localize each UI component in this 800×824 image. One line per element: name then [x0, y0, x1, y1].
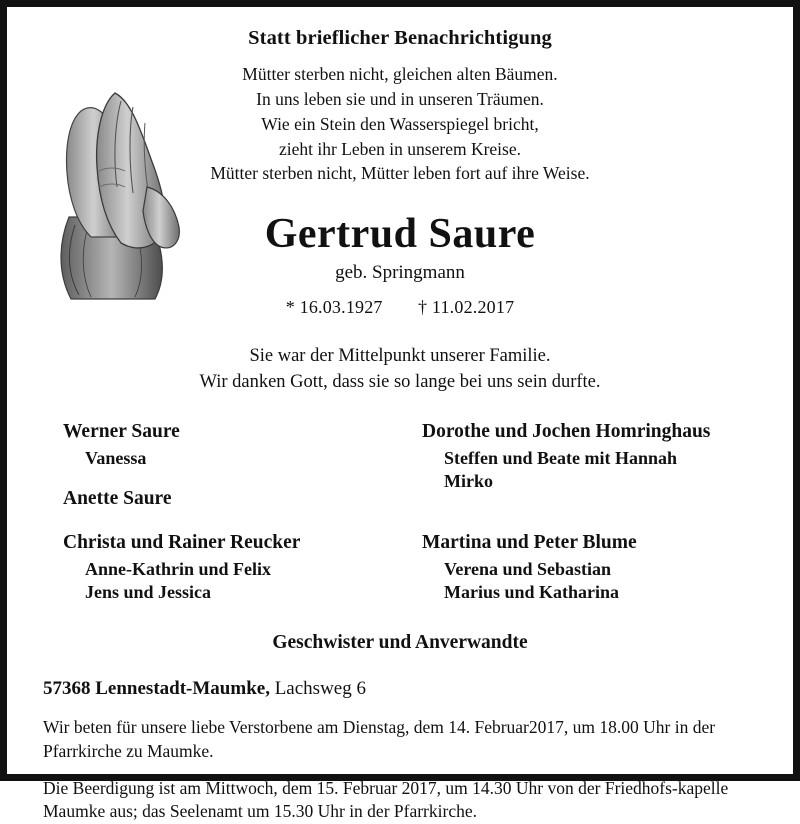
family-member: Mirko [444, 471, 493, 492]
family-column-right [400, 532, 775, 604]
address-line [25, 678, 775, 700]
poem-line: In uns leben sie und in unseren Träumen. [256, 88, 544, 109]
service-note: Die Beerdigung ist am Mittwoch, dem 15. Februar 2017, um 14.30 Uhr von der Friedhofs-kapelle Maumke aus; das Seelenamt um 15.30 Uhr in der Pfarrkirche. [43, 777, 729, 822]
birth-date: * 16.03.1927 [285, 297, 383, 318]
family-column-left [25, 532, 400, 604]
family-name: Werner Saure [63, 421, 180, 443]
family-column-left [25, 421, 400, 514]
notice-headline: Statt brieflicher Benachrichtigung [248, 27, 552, 49]
family-member: Jens und Jessica [85, 582, 212, 603]
family-member: Steffen und Beate mit Hannah [444, 448, 678, 469]
poem-line: zieht ihr Leben in unserem Kreise. [279, 138, 521, 159]
family-name: Anette Saure [63, 488, 172, 510]
tribute [25, 344, 775, 395]
deceased-name: Gertrud Saure [264, 211, 536, 258]
siblings-line: Geschwister und Anverwandte [272, 632, 528, 654]
family-name: Martina und Peter Blume [422, 532, 637, 554]
notice-inner [7, 7, 793, 822]
poem-line: Mütter sterben nicht, gleichen alten Bäumen. [242, 64, 558, 84]
tribute-line: Sie war der Mittelpunkt unserer Familie. [249, 346, 551, 367]
service-notes [25, 716, 775, 823]
praying-hands-icon [29, 67, 194, 307]
family-column-right [400, 421, 775, 514]
family-member: Marius und Katharina [444, 582, 620, 603]
service-note: Wir beten für unsere liebe Verstorbene am Dienstag, dem 14. Februar2017, um 18.00 Uhr in der Pfarrkirche zu Maumke. [43, 717, 716, 761]
tribute-line: Wir danken Gott, dass sie so lange bei uns sein durfte. [199, 371, 601, 392]
poem-line: Wie ein Stein den Wasserspiegel bricht, [261, 113, 539, 134]
family-member: Anne-Kathrin und Felix [85, 559, 272, 580]
family-name: Christa und Rainer Reucker [63, 532, 301, 554]
maiden-name: geb. Springmann [335, 262, 465, 284]
family-row [25, 532, 775, 604]
family-name: Dorothe und Jochen Homringhaus [422, 421, 711, 443]
family-member: Verena und Sebastian [444, 559, 612, 580]
family-member: Vanessa [85, 448, 147, 469]
family-list [25, 421, 775, 604]
family-row [25, 421, 775, 514]
poem-line: Mütter sterben nicht, Mütter leben fort auf ihre Weise. [210, 163, 590, 184]
address-street: Lachsweg 6 [269, 678, 366, 700]
death-date: † 11.02.2017 [418, 297, 515, 318]
address-city: 57368 Lennestadt-Maumke, [43, 678, 270, 700]
